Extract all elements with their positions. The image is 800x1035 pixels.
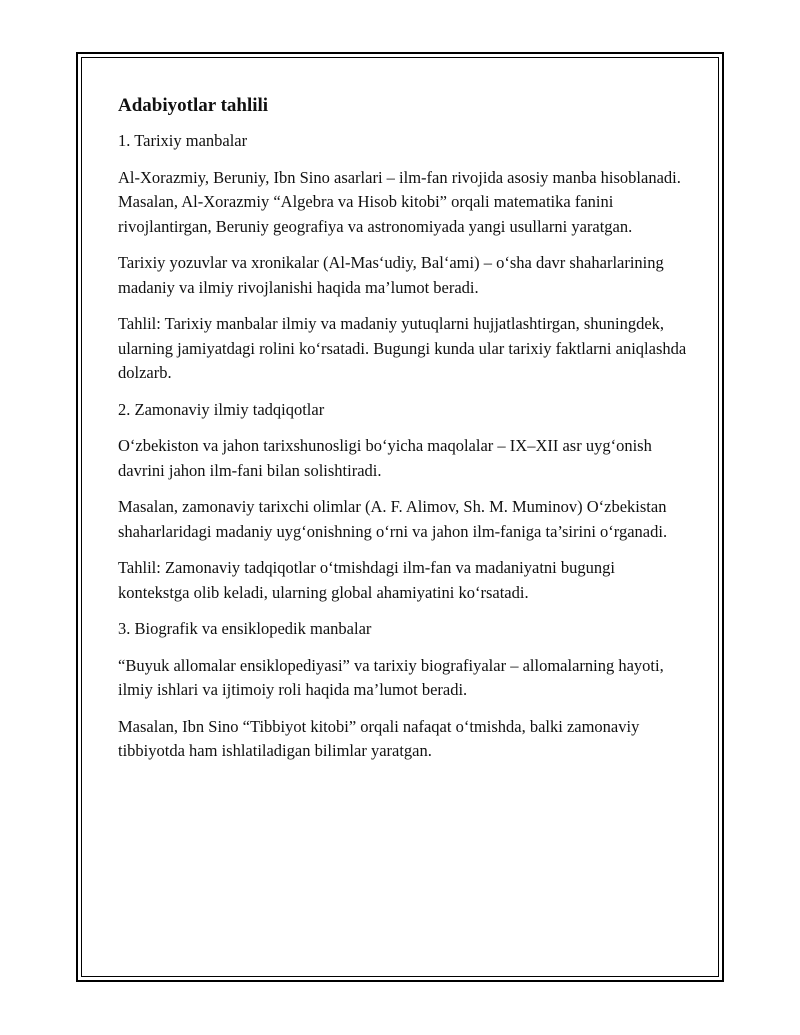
paragraph: Masalan, Ibn Sino “Tibbiyot kitobi” orqali nafaqat o‘tmishda, balki zamonaviy tibbiyotda ham ishlatiladigan bilimlar yaratgan. — [118, 716, 640, 760]
section-biographical-sources — [118, 617, 688, 764]
section-title: 3. Biografik va ensiklopedik manbalar — [118, 619, 372, 638]
paragraph: “Buyuk allomalar ensiklopediyasi” va tarixiy biografiyalar – allomalarning hayoti, ilmiy ishlari va ijtimoiy roli haqida ma’lumot beradi. — [118, 655, 664, 699]
document-body — [118, 94, 688, 776]
paragraph: Al-Xorazmiy, Beruniy, Ibn Sino asarlari – ilm-fan rivojida asosiy manba hisoblanadi. Masalan, Al-Xorazmiy “Algebra va Hisob kitobi” orqali matematika fanini rivojlantirgan, Beruniy geografiya va astronomiyada yangi usullarni yaratgan. — [118, 167, 681, 236]
section-title: 2. Zamonaviy ilmiy tadqiqotlar — [118, 399, 325, 419]
section-modern-research — [118, 398, 688, 606]
paragraph: Tarixiy yozuvlar va xronikalar (Al-Mas‘udiy, Bal‘ami) – o‘sha davr shaharlarining madaniy va ilmiy rivojlanishi haqida ma’lumot beradi. — [118, 253, 664, 297]
paragraph: Tahlil: Zamonaviy tadqiqotlar o‘tmishdagi ilm-fan va madaniyatni bugungi kontekstga olib keladi, ularning global ahamiyatini ko‘rsatadi. — [118, 558, 615, 602]
paragraph: Tahlil: Tarixiy manbalar ilmiy va madaniy yutuqlarni hujjatlashtirgan, shuningdek, ularning jamiyatdagi rolini ko‘rsatadi. Bugungi kunda ular tarixiy faktlarni aniqlashda dolzarb. — [118, 314, 687, 382]
paragraph: Masalan, zamonaviy tarixchi olimlar (A. F. Alimov, Sh. M. Muminov) O‘zbekistan shaharlaridagi madaniy uyg‘onishning o‘rni va jahon ilm-faniga ta’sirini o‘rganadi. — [118, 497, 668, 541]
section-title: 1. Tarixiy manbalar — [118, 131, 248, 150]
paragraph: O‘zbekiston va jahon tarixshunosligi bo‘yicha maqolalar – IX–XII asr uyg‘onish davrini jahon ilm-fani bilan solishtiradi. — [118, 436, 652, 480]
page-heading: Adabiyotlar tahlili — [118, 95, 269, 116]
section-historical-sources — [118, 129, 688, 386]
